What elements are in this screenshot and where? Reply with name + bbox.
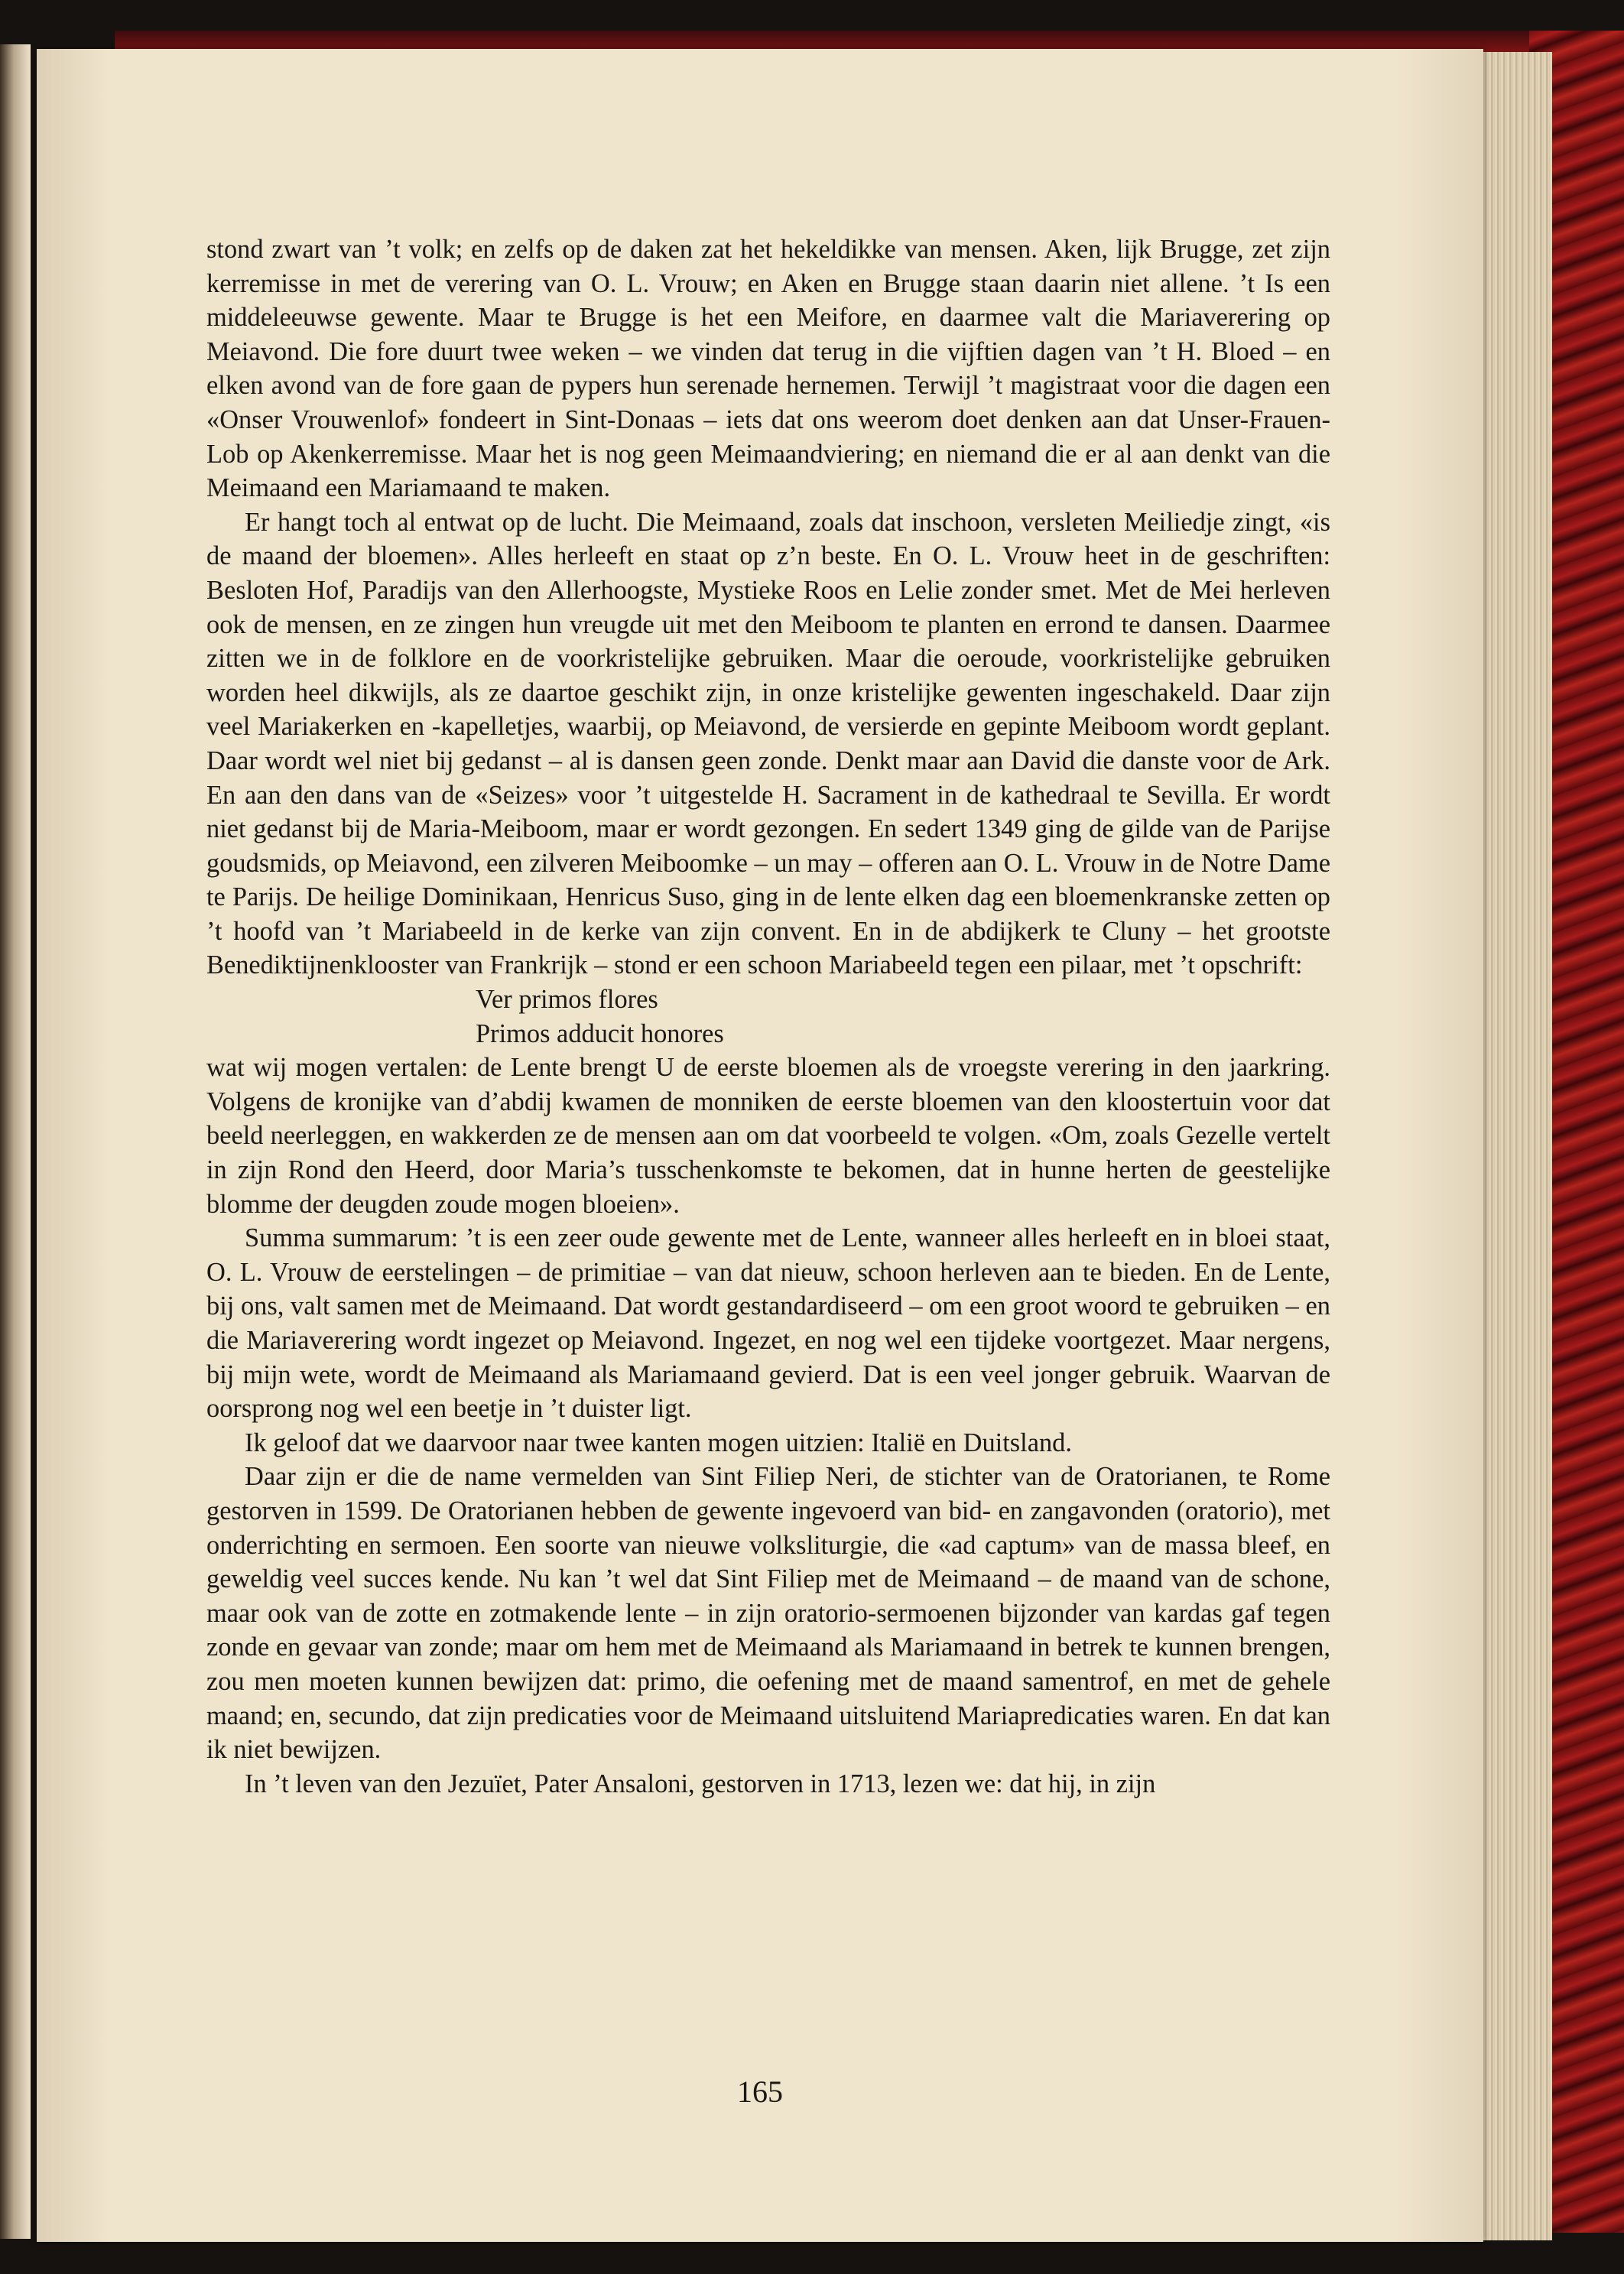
paragraph: Ik geloof dat we daarvoor naar twee kanten mogen uitzien: Italië en Duitsland. — [245, 1428, 1072, 1457]
paragraph: Daar zijn er die de name vermelden van Sint Filiep Neri, de stichter van de Oratorianen, te Rome gestorven in 1599. De Oratorianen hebben de gewente ingevoerd van bid- en zangavonden (oratorio), met onderrichting en sermoen. Een soorte van nieuwe volksliturgie, die «ad captum» van de massa bleef, en geweldig veel succes kende. Nu kan ’t wel dat Sint Filiep met de Meimaand – de maand van de schone, maar ook van de zotte en zotmakende lente – in zijn oratorio-sermoenen bijzonder van kardas gaf tegen zonde en gevaar van zonde; maar om hem met de Meimaand als Mariamaand in betrek te kunnen brengen, zou men moeten kunnen bewijzen dat: primo, die oefening met de maand samentrof, en met de gehele maand; en, secundo, dat zijn predicaties voor de Meimaand uitsluitend Mariapredicaties waren. En dat kan ik niet bewijzen. — [206, 1462, 1330, 1765]
paragraph: Summa summarum: ’t is een zeer oude gewente met de Lente, wanneer alles herleeft en in bloei staat, O. L. Vrouw de eerstelingen – de primitiae – van dat nieuw, schoon herleven aan te bieden. En de Lente, bij ons, valt samen met de Meimaand. Dat wordt gestandardiseerd – om een groot woord te gebruiken – en die Mariaverering wordt ingezet op Meiavond. Ingezet, en nog wel een tijdeke voortgezet. Maar nergens, bij mijn wete, wordt de Meimaand als Mariamaand gevierd. Dat is een veel jonger gebruik. Waarvan de oorsprong nog wel een beetje in ’t duister ligt. — [206, 1223, 1330, 1424]
left-page-edge — [0, 44, 31, 2239]
body-text — [206, 232, 1330, 1801]
paragraph: stond zwart van ’t volk; en zelfs op de daken zat het hekeldikke van mensen. Aken, lijk Brugge, zet zijn kerremisse in met de verering van O. L. Vrouw; en Aken en Brugge staan daarin niet allene. ’t Is een middeleeuwse gewente. Maar te Brugge is het een Meifore, en daarmee valt die Mariaverering op Meiavond. Die fore duurt twee weken – we vinden dat terug in die vijftien dagen van ’t H. Bloed – en elken avond van de fore gaan de pypers hun serenade hernemen. Terwijl ’t magistraat voor die dagen een «Onser Vrouwenlof» fondeert in Sint-Donaas – iets dat ons weerom doet denken aan dat Unser-Frauen-Lob op Akenkerremisse. Maar het is nog geen Meimaandviering; en niemand die er al aan denkt van die Meimaand een Mariamaand te maken. — [206, 235, 1330, 503]
inscription-line: Ver primos flores — [476, 985, 658, 1015]
page-number: 165 — [737, 2074, 783, 2109]
paragraph: In ’t leven van den Jezuïet, Pater Ansaloni, gestorven in 1713, lezen we: dat hij, in zijn — [245, 1769, 1156, 1798]
paragraph: Er hangt toch al entwat op de lucht. Die Meimaand, zoals dat inschoon, versleten Meiliedje zingt, «is de maand der bloemen». Alles herleeft en staat op z’n beste. En O. L. Vrouw heet in de geschriften: Besloten Hof, Paradijs van den Allerhoogste, Mystieke Roos en Lelie zonder smet. Met de Mei herleven ook de mensen, en ze zingen hun vreugde uit met den Meiboom te planten en errond te dansen. Daarmee zitten we in de folklore en de voorkristelijke gebruiken. Maar die oeroude, voorkristelijke gebruiken worden heel dikwijls, als ze daartoe geschikt zijn, in onze kristelijke gewenten ingeschakeld. Daar zijn veel Mariakerken en -kapelletjes, waarbij, op Meiavond, de versierde en gepinte Meiboom wordt geplant. Daar wordt wel niet bij gedanst – al is dansen geen zonde. Denkt maar aan David die danste voor de Ark. En aan den dans van de «Seizes» voor ’t uitgestelde H. Sacrament in de kathedraal te Sevilla. Er wordt niet gedanst bij de Maria-Meiboom, maar er wordt gezongen. En sedert 1349 ging de gilde van de Parijse goudsmids, op Meiavond, een zilveren Meiboomke – un may – offeren aan O. L. Vrouw in de Notre Dame te Parijs. De heilige Dominikaan, Henricus Suso, ging in de lente elken dag een bloemenkranske zetten op ’t hoofd van ’t Mariabeeld in de kerke van zijn convent. En in de abdijkerk te Cluny – het grootste Benediktijnenklooster van Frankrijk – stond er een schoon Mariabeeld tegen een pilaar, met ’t opschrift: — [206, 507, 1330, 980]
page-stack-edges — [1480, 52, 1552, 2240]
book-page — [37, 49, 1483, 2242]
inscription-line: Primos adducit honores — [476, 1018, 724, 1048]
paragraph: wat wij mogen vertalen: de Lente brengt U de eerste bloemen als de vroegste verering in den jaarkring. Volgens de kronijke van d’abdij kwamen de monniken de eerste bloemen van den kloostertuin voor dat beeld neerleggen, en wakkerden ze de mensen aan om dat voorbeeld te volgen. «Om, zoals Gezelle vertelt in zijn Rond den Heerd, door Maria’s tusschenkomste te bekomen, dat in hunne herten de geestelijke blomme der deugden zoude mogen bloeien». — [206, 1053, 1330, 1219]
